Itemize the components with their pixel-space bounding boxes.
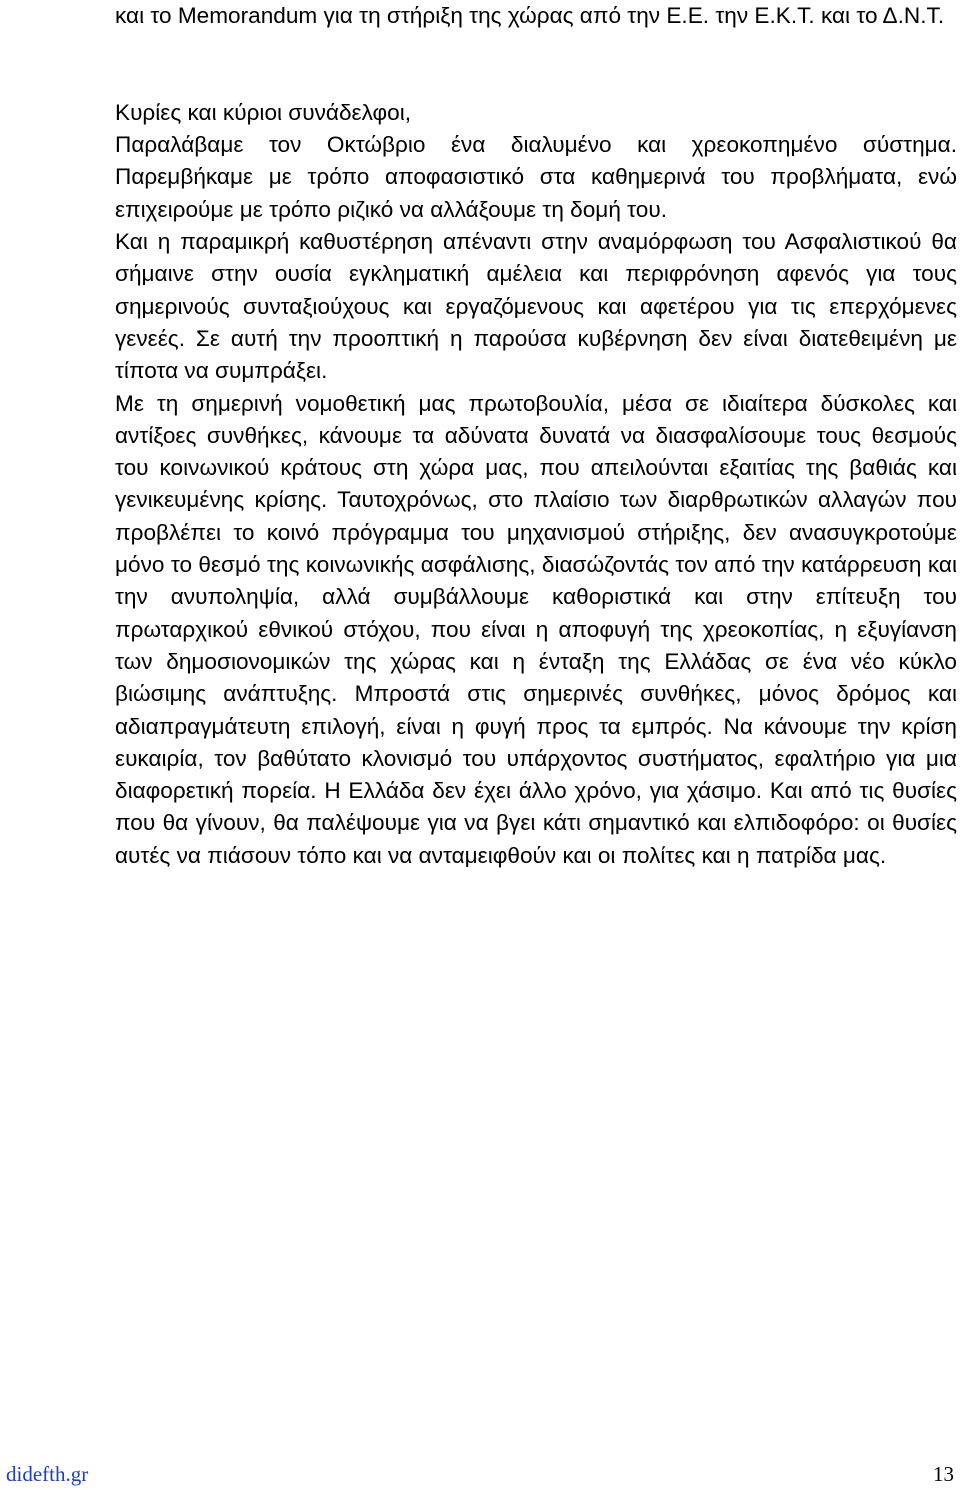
footer-site-link[interactable]: didefth.gr: [6, 1462, 89, 1486]
paragraph-1: Παραλάβαμε τον Οκτώβριο ένα διαλυμένο και χρεοκοπημένο σύστημα. Παρεμβήκαμε με τρόπο αποφασιστικό στα καθημερινά του προβλήματα, ενώ επιχειρούμε με τρόπο ριζικό να αλλάξουμε τη δομή του.: [115, 132, 957, 222]
paragraph-spacer: [115, 32, 957, 97]
paragraph-3: Με τη σημερινή νομοθετική μας πρωτοβουλία, μέσα σε ιδιαίτερα δύσκολες και αντίξοες συνθήκες, κάνουμε τα αδύνατα δυνατά να διασφαλίσουμε τους θεσμούς του κοινωνικού κράτους στη χώρα μας, που απειλούνται εξαιτίας της βαθιάς και γενικευμένης κρίσης. Ταυτοχρόνως, στο πλαίσιο των διαρθρωτικών αλλαγών που προβλέπει το κοινό πρόγραμμα του μηχανισμού στήριξης, δεν ανασυγκροτούμε μόνο το θεσμό της κοινωνικής ασφάλισης, διασώζοντάς τον από την κατάρρευση και την ανυποληψία, αλλά συμβάλλουμε καθοριστικά και στην επίτευξη του πρωταρχικού εθνικού στόχου, που είναι η αποφυγή της χρεοκοπίας, η εξυγίανση των δημοσιονομικών της χώρας και η ένταξη της Ελλάδας σε ένα νέο κύκλο βιώσιμης ανάπτυξης. Μπροστά στις σημερινές συνθήκες, μόνος δρόμος και αδιαπραγμάτευτη επιλογή, είναι η φυγή προς τα εμπρός. Να κάνουμε την κρίση ευκαιρία, τον βαθύτατο κλονισμό του υπάρχοντος συστήματος, εφαλτήριο για μια διαφορετική πορεία. Η Ελλάδα δεν έχει άλλο χρόνο, για χάσιμο. Και από τις θυσίες που θα γίνουν, θα παλέψουμε για να βγει κάτι σημαντικό και ελπιδοφόρο: οι θυσίες αυτές να πιάσουν τόπο και να ανταμειφθούν και οι πολίτες και η πατρίδα μας.: [115, 390, 957, 868]
salutation: Κυρίες και κύριοι συνάδελφοι,: [115, 99, 412, 125]
page-number: 13: [933, 1462, 954, 1486]
paragraph-2: Και η παραμικρή καθυστέρηση απέναντι στην αναμόρφωση του Ασφαλιστικού θα σήμαινε στην ουσία εγκληματική αμέλεια και περιφρόνηση αφενός για τους σημερινούς συνταξιούχους και εργαζόμενους και αφετέρου για τις επερχόμενες γενεές. Σε αυτή την προοπτική η παρούσα κυβέρνηση δεν είναι διατεθειμένη με τίποτα να συμπράξει.: [115, 229, 957, 384]
intro-text: και το Memorandum για τη στήριξη της χώρας από την Ε.Ε. την Ε.Κ.Τ. και το Δ.Ν.Τ.: [115, 3, 945, 28]
document-body: [115, 0, 957, 872]
